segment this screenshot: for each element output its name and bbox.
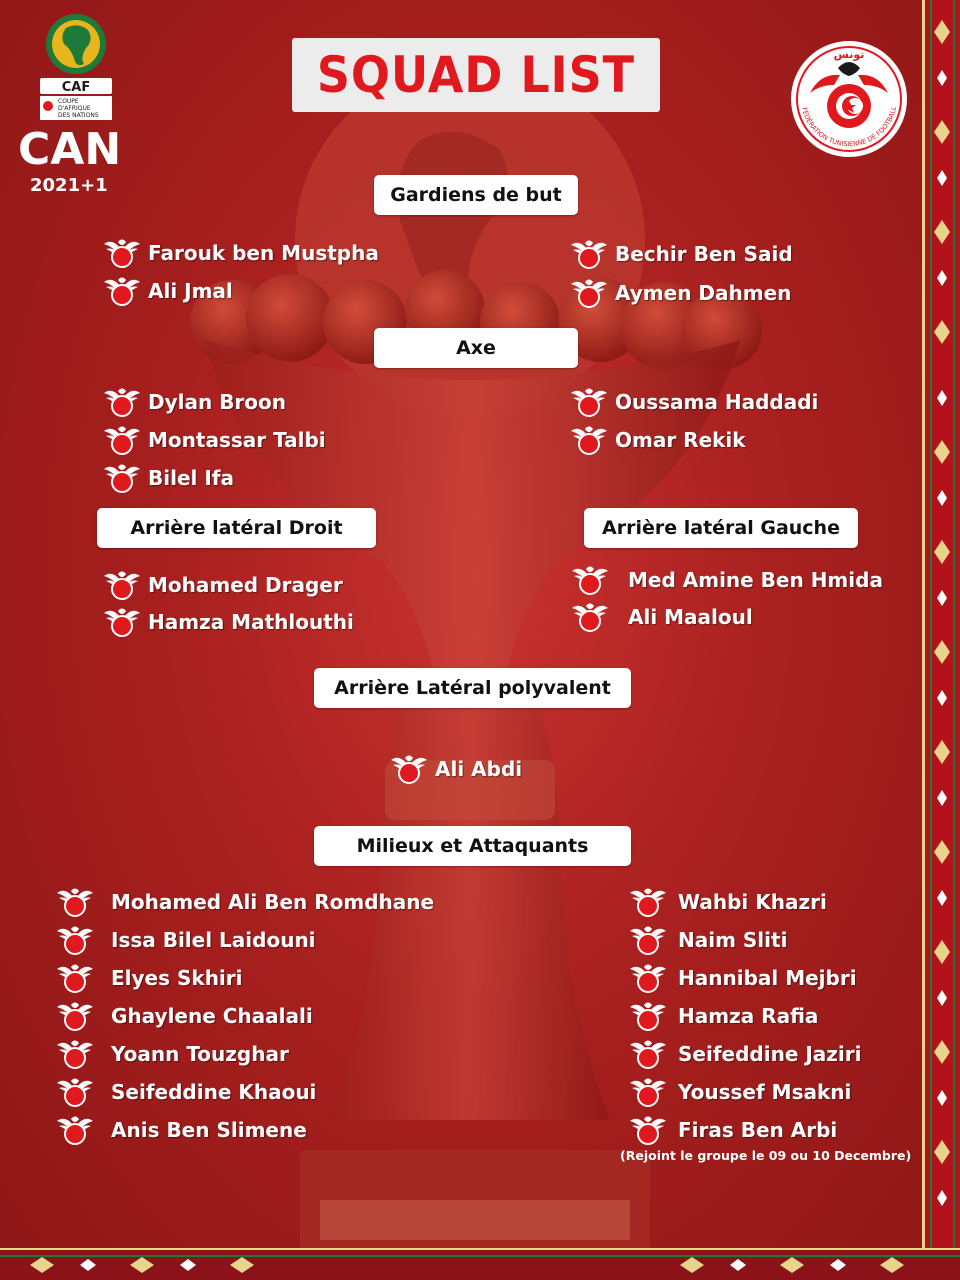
player-name: Farouk ben Mustpha: [148, 241, 379, 265]
page-title: SQUAD LIST: [316, 46, 636, 104]
player-name: Issa Bilel Laidouni: [111, 928, 316, 952]
player-item: [569, 276, 791, 310]
title-banner: [292, 38, 660, 112]
player-name: Ali Jmal: [148, 279, 233, 303]
eagle-ball-icon: [570, 600, 610, 634]
eagle-ball-icon: [389, 752, 429, 786]
section-label-lateral-droit: Arrière latéral Droit: [97, 508, 376, 548]
caf-logo-brand: CAF: [61, 80, 91, 95]
player-name: Dylan Broon: [148, 390, 287, 414]
competition-edition: 2021+1: [30, 175, 108, 196]
player-item: [628, 961, 857, 995]
player-name: Mohamed Ali Ben Romdhane: [111, 890, 435, 914]
player-item: [569, 385, 818, 419]
caf-logo-tagline-3: DES NATIONS: [58, 112, 99, 119]
caf-logo-tagline-1: COUPE: [58, 98, 79, 105]
eagle-ball-icon: [55, 961, 95, 995]
player-name: Youssef Msakni: [678, 1080, 852, 1104]
player-item: [102, 605, 354, 639]
player-name: Seifeddine Khaoui: [111, 1080, 317, 1104]
eagle-ball-icon: [628, 885, 668, 919]
player-name: Naim Sliti: [678, 928, 788, 952]
eagle-ball-icon: [628, 923, 668, 957]
player-name: Oussama Haddadi: [615, 390, 819, 414]
player-name: Bilel Ifa: [148, 466, 234, 490]
player-item: [55, 923, 316, 957]
eagle-ball-icon: [102, 568, 142, 602]
caf-logo-icon: [34, 10, 118, 122]
federation-logo-text: FÉDÉRATION TUNISIENNE DE FOOTBALL: [800, 105, 899, 149]
decorative-border-bottom: [0, 1248, 960, 1280]
eagle-ball-icon: [55, 1113, 95, 1147]
player-name: Firas Ben Arbi: [678, 1118, 838, 1142]
eagle-ball-icon: [102, 423, 142, 457]
player-item: [569, 237, 793, 271]
player-name: Wahbi Khazri: [678, 890, 827, 914]
section-label-lateral-gauche: Arrière latéral Gauche: [584, 508, 858, 548]
eagle-ball-icon: [628, 999, 668, 1033]
eagle-ball-icon: [55, 923, 95, 957]
eagle-ball-icon: [102, 385, 142, 419]
player-name: Anis Ben Slimene: [111, 1118, 307, 1142]
section-label-milieux: Milieux et Attaquants: [314, 826, 631, 866]
eagle-ball-icon: [102, 236, 142, 270]
player-item: [628, 885, 827, 919]
eagle-ball-icon: [55, 1075, 95, 1109]
player-name: Omar Rekik: [615, 428, 746, 452]
player-name: Elyes Skhiri: [111, 966, 243, 990]
player-note: (Rejoint le groupe le 09 ou 10 Decembre): [620, 1148, 912, 1163]
competition-name: CAN: [18, 124, 122, 175]
federation-logo-arabic: تونس: [833, 48, 865, 61]
eagle-ball-icon: [628, 961, 668, 995]
player-item: [55, 1037, 289, 1071]
player-name: Mohamed Drager: [148, 573, 343, 597]
eagle-ball-icon: [55, 1037, 95, 1071]
player-name: Ali Abdi: [435, 757, 523, 781]
eagle-ball-icon: [569, 423, 609, 457]
player-name: Hamza Rafia: [678, 1004, 819, 1028]
player-item: [102, 236, 379, 270]
section-label-polyvalent: Arrière Latéral polyvalent: [314, 668, 631, 708]
section-label-axe: Axe: [374, 328, 578, 368]
decorative-border-right: [922, 0, 960, 1280]
player-item: [102, 385, 286, 419]
player-name: Med Amine Ben Hmida: [628, 568, 883, 592]
player-name: Seifeddine Jaziri: [678, 1042, 862, 1066]
player-item: [55, 1113, 307, 1147]
eagle-ball-icon: [102, 605, 142, 639]
player-item: [389, 752, 522, 786]
player-item: [55, 1075, 316, 1109]
player-item: [102, 461, 234, 495]
player-item: [628, 1075, 851, 1109]
player-name: Hamza Mathlouthi: [148, 610, 354, 634]
player-item: [55, 961, 243, 995]
eagle-ball-icon: [628, 1037, 668, 1071]
player-item: [628, 923, 787, 957]
player-item: [570, 600, 753, 634]
player-item: [570, 563, 883, 597]
player-name: Ali Maaloul: [628, 605, 753, 629]
player-item: [102, 274, 233, 308]
eagle-ball-icon: [102, 274, 142, 308]
player-item: [102, 423, 326, 457]
player-name: Bechir Ben Said: [615, 242, 793, 266]
player-name: Aymen Dahmen: [615, 281, 792, 305]
player-name: Montassar Talbi: [148, 428, 326, 452]
player-item: [569, 423, 746, 457]
player-name: Yoann Touzghar: [111, 1042, 289, 1066]
player-name: Ghaylene Chaalali: [111, 1004, 313, 1028]
caf-logo-tagline-2: D'AFRIQUE: [58, 105, 91, 112]
player-item: [102, 568, 343, 602]
player-item: [55, 999, 313, 1033]
player-name: Hannibal Mejbri: [678, 966, 857, 990]
player-item: [628, 1113, 837, 1147]
eagle-ball-icon: [628, 1113, 668, 1147]
federation-logo-icon: [788, 38, 910, 160]
player-item: [628, 1037, 862, 1071]
eagle-ball-icon: [569, 385, 609, 419]
eagle-ball-icon: [55, 999, 95, 1033]
eagle-ball-icon: [570, 563, 610, 597]
player-item: [628, 999, 818, 1033]
eagle-ball-icon: [102, 461, 142, 495]
player-item: [55, 885, 434, 919]
eagle-ball-icon: [569, 237, 609, 271]
eagle-ball-icon: [55, 885, 95, 919]
section-label-gardiens: Gardiens de but: [374, 175, 578, 215]
eagle-ball-icon: [628, 1075, 668, 1109]
eagle-ball-icon: [569, 276, 609, 310]
